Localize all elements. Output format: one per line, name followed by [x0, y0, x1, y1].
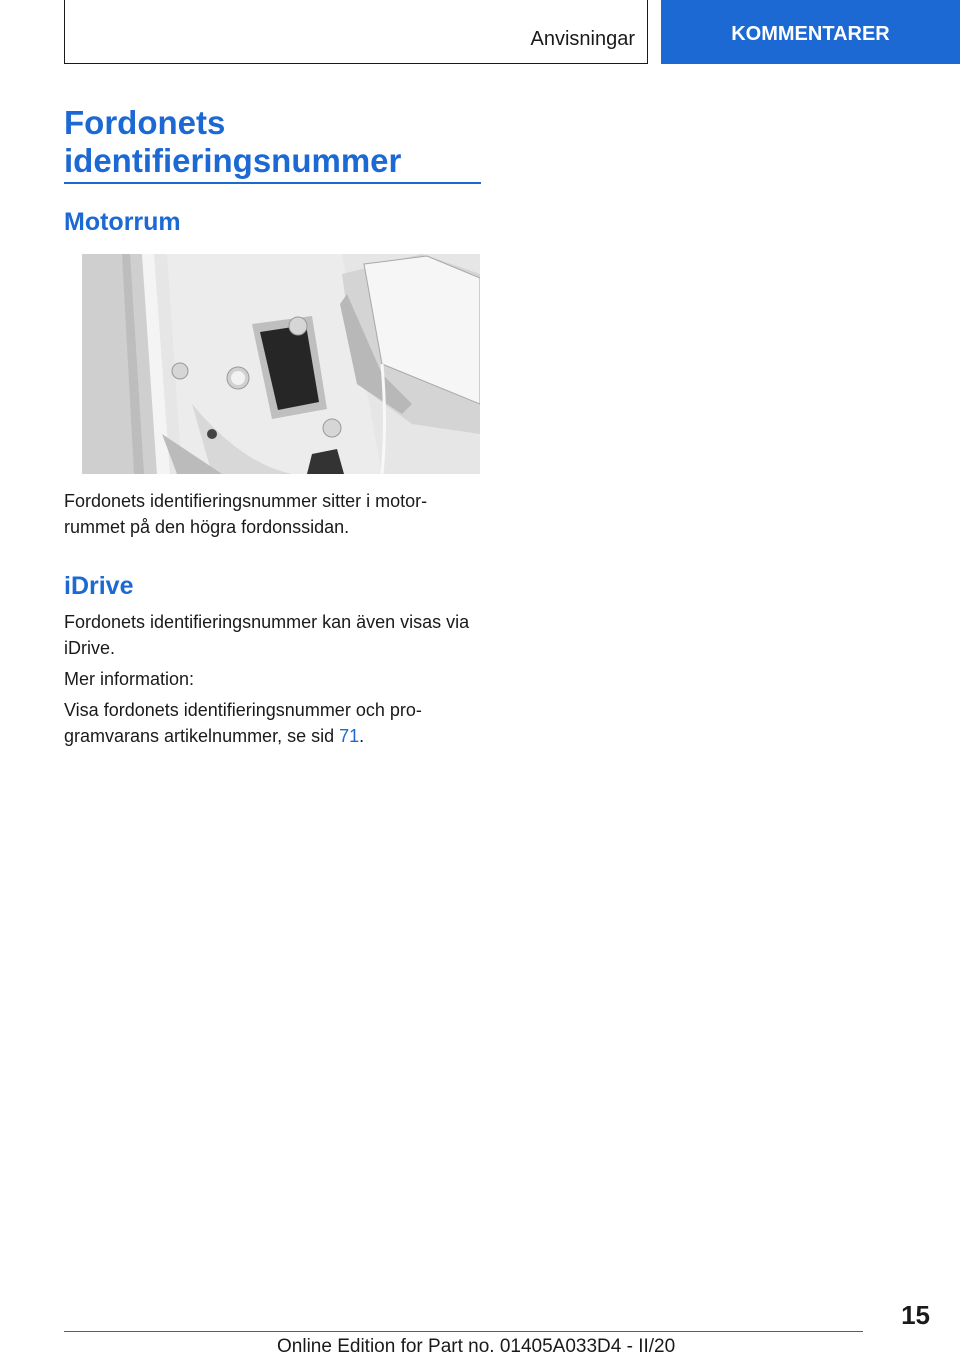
page-number: 15 — [901, 1300, 930, 1330]
reference-paragraph — [64, 697, 474, 749]
section-heading-motorrum: Motorrum — [64, 208, 181, 236]
tab-kommentarer[interactable]: KOMMENTARER — [661, 0, 960, 64]
section-heading-idrive: iDrive — [64, 572, 134, 600]
idrive-paragraph: Fordonets identifieringsnummer kan även visas via iDrive. — [64, 612, 470, 658]
title-divider — [64, 182, 481, 184]
page-reference-link[interactable]: 71 — [339, 726, 360, 746]
header-section-box — [64, 0, 648, 64]
motorrum-paragraph: Fordonets identifieringsnummer sitter i motor-rummet på den högra fordonssidan. — [64, 491, 428, 537]
footer-edition: Online Edition for Part no. 01405A033D4 - II/20 — [277, 1336, 676, 1357]
page-title: Fordonets identifieringsnummer — [64, 104, 402, 179]
engine-compartment-illustration — [82, 254, 480, 474]
more-info-label: Mer information: — [64, 669, 195, 689]
reference-text: Visa fordonets identifieringsnummer och pro-gramvarans artikelnummer, se sid — [64, 700, 422, 746]
header-section-title: Anvisningar — [530, 28, 635, 50]
footer-divider — [64, 1331, 863, 1332]
reference-end: . — [359, 726, 365, 746]
